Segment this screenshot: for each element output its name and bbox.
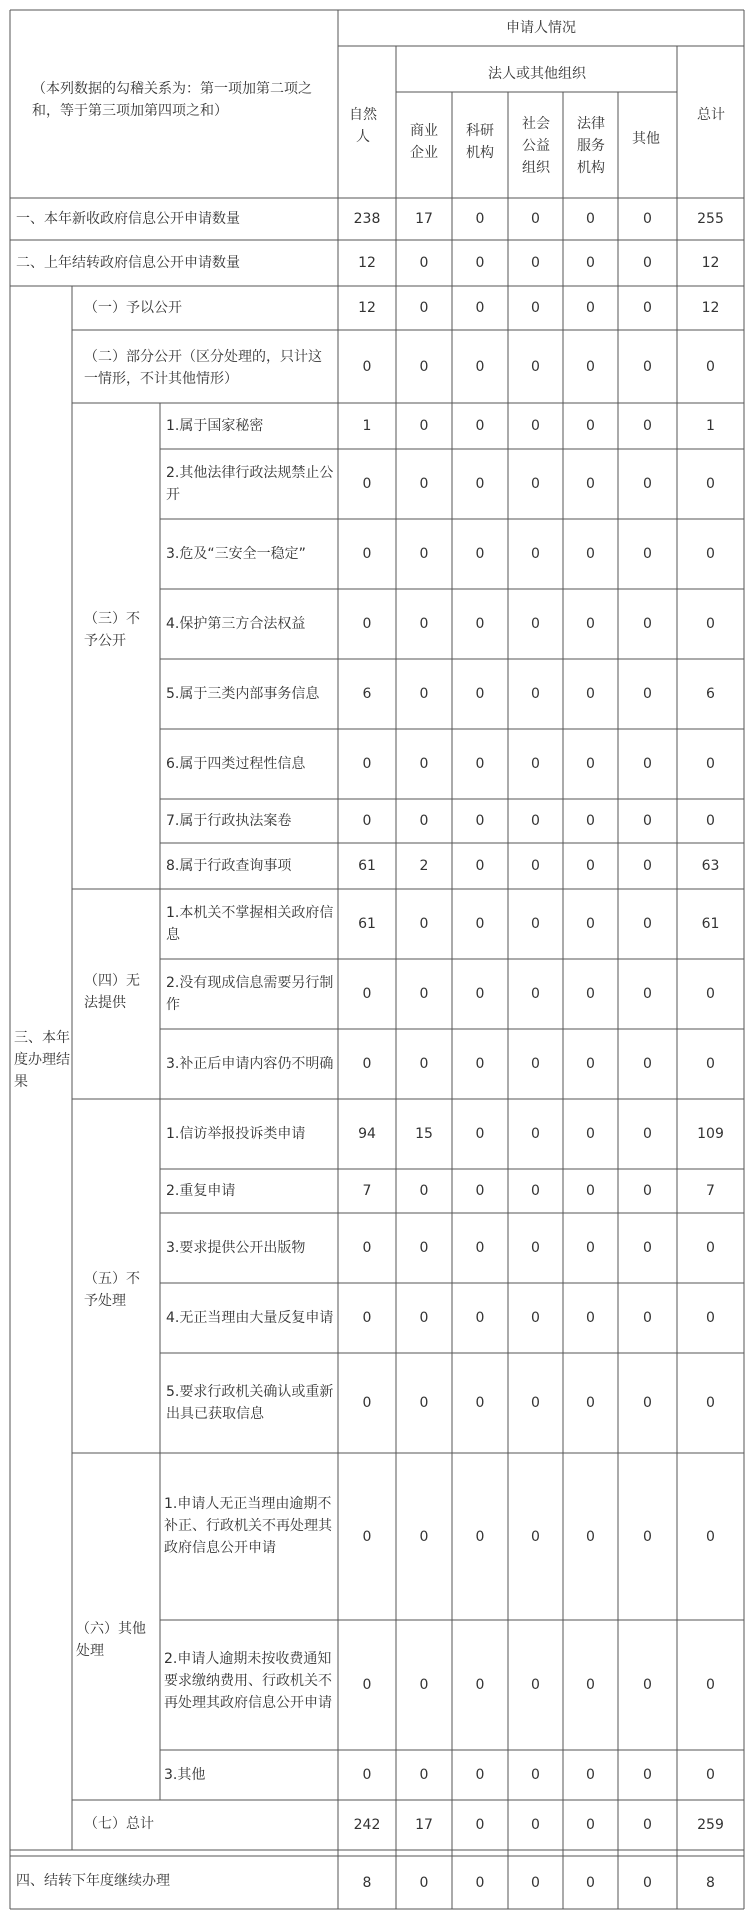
value-cell-g3-1-commercial: 0 (419, 418, 429, 434)
value-cell-r2-other: 0 (643, 255, 652, 271)
value-cell-r2-commercial: 0 (419, 255, 429, 271)
group-unable-label: （四）无法提供 (84, 973, 140, 1011)
value-cell-g5-5-legal-service: 0 (586, 1395, 595, 1411)
value-cell-g6-1-commercial: 0 (419, 1528, 429, 1545)
value-cell-r4-natural: 8 (362, 1874, 372, 1891)
value-cell-g1-research: 0 (475, 300, 485, 316)
value-cell-g3-2-legal-service: 0 (586, 476, 595, 492)
value-cell-g6-1-total: 0 (706, 1528, 715, 1545)
sub-other-label: 3.其他 (164, 1767, 206, 1783)
value-cell-g3-1-other: 0 (643, 418, 652, 434)
value-cell-g3-3-public-welfare: 0 (531, 546, 540, 562)
value-cell-g3-8-legal-service: 0 (586, 858, 595, 874)
value-cell-r1-natural: 238 (353, 211, 381, 227)
value-cell-g1-total: 12 (701, 300, 720, 316)
sub-admin-query-label: 8.属于行政查询事项 (166, 858, 292, 874)
value-cell-g5-3-public-welfare: 0 (531, 1240, 540, 1256)
value-cell-g3-2-other: 0 (643, 476, 652, 492)
value-cell-g1-other: 0 (643, 300, 652, 316)
value-cell-r4-public-welfare: 0 (531, 1874, 540, 1891)
value-cell-g3-1-research: 0 (475, 418, 485, 434)
value-cell-g4-3-legal-service: 0 (586, 1056, 595, 1072)
value-cell-g3-6-total: 0 (706, 756, 715, 772)
value-cell-r2-research: 0 (475, 255, 485, 271)
value-cell-g3-8-commercial: 2 (419, 858, 429, 874)
sub-repeat-label: 2.重复申请 (166, 1183, 236, 1199)
value-cell-r4-commercial: 0 (419, 1874, 429, 1891)
value-cell-g7-research: 0 (475, 1817, 485, 1833)
value-cell-g3-1-natural: 1 (362, 418, 372, 434)
value-cell-g3-5-public-welfare: 0 (531, 686, 540, 702)
value-cell-g4-2-legal-service: 0 (586, 986, 595, 1002)
group-total-label: （七）总计 (84, 1816, 154, 1832)
value-cell-g4-1-total: 61 (701, 916, 720, 932)
value-cell-g6-3-commercial: 0 (419, 1767, 429, 1783)
value-cell-g6-2-legal-service: 0 (586, 1677, 595, 1693)
value-cell-g1-natural: 12 (358, 300, 376, 316)
value-cell-g5-1-commercial: 15 (415, 1126, 433, 1142)
value-cell-g3-6-research: 0 (475, 756, 485, 772)
value-cell-g3-7-other: 0 (643, 813, 652, 829)
value-cell-g5-5-research: 0 (475, 1395, 485, 1411)
value-cell-g4-3-research: 0 (475, 1056, 485, 1072)
value-cell-g6-2-natural: 0 (362, 1677, 372, 1693)
value-cell-g4-2-natural: 0 (362, 986, 372, 1002)
value-cell-g3-5-commercial: 0 (419, 686, 429, 702)
value-cell-g2-commercial: 0 (419, 358, 429, 375)
value-cell-g5-5-natural: 0 (362, 1395, 372, 1411)
total-header: 总计 (697, 107, 725, 123)
value-cell-g4-1-research: 0 (475, 916, 485, 932)
value-cell-g1-legal-service: 0 (586, 300, 595, 316)
value-cell-g3-1-legal-service: 0 (586, 418, 595, 434)
other-header: 其他 (632, 131, 660, 147)
value-cell-g3-7-commercial: 0 (419, 813, 429, 829)
value-cell-g4-3-commercial: 0 (419, 1056, 429, 1072)
value-cell-g2-research: 0 (475, 358, 485, 375)
research-header: 科研机构 (466, 123, 494, 161)
value-cell-g4-3-natural: 0 (362, 1056, 372, 1072)
value-cell-g7-other: 0 (643, 1817, 652, 1833)
value-cell-r1-public-welfare: 0 (531, 211, 540, 227)
value-cell-g4-2-public-welfare: 0 (531, 986, 540, 1002)
value-cell-r2-natural: 12 (358, 255, 376, 271)
sub-state-secret-label: 1.属于国家秘密 (166, 418, 264, 434)
value-cell-g6-3-total: 0 (706, 1767, 715, 1783)
value-cell-g6-3-public-welfare: 0 (531, 1767, 540, 1783)
sub-need-produce-label: 2.没有现成信息需要另行制作 (166, 975, 334, 1013)
value-cell-g1-public-welfare: 0 (531, 300, 540, 316)
value-cell-g6-2-commercial: 0 (419, 1677, 429, 1693)
value-cell-g3-3-legal-service: 0 (586, 546, 595, 562)
value-cell-g3-4-other: 0 (643, 616, 652, 632)
commercial-header: 商业企业 (410, 123, 438, 161)
value-cell-r2-public-welfare: 0 (531, 255, 540, 271)
value-cell-g5-2-public-welfare: 0 (531, 1183, 540, 1199)
value-cell-g6-2-public-welfare: 0 (531, 1677, 540, 1693)
applicant-situation-header: 申请人情况 (506, 20, 576, 36)
value-cell-g2-natural: 0 (362, 358, 372, 375)
value-cell-g5-1-other: 0 (643, 1126, 652, 1142)
value-cell-g6-3-legal-service: 0 (586, 1767, 595, 1783)
value-cell-g4-2-other: 0 (643, 986, 652, 1002)
value-cell-g5-1-natural: 94 (358, 1126, 376, 1142)
row-results-label: 三、本年度办理结果 (14, 1030, 70, 1090)
row-new-requests-label: 一、本年新收政府信息公开申请数量 (16, 211, 240, 227)
value-cell-g4-3-other: 0 (643, 1056, 652, 1072)
value-cell-g3-4-public-welfare: 0 (531, 616, 540, 632)
value-cell-g5-2-legal-service: 0 (586, 1183, 595, 1199)
value-cell-g5-3-commercial: 0 (419, 1240, 429, 1256)
value-cell-g4-3-public-welfare: 0 (531, 1056, 540, 1072)
sub-law-prohibited-label: 2.其他法律行政法规禁止公开 (166, 465, 334, 503)
sub-publication-label: 3.要求提供公开出版物 (166, 1240, 306, 1256)
value-cell-g3-8-other: 0 (643, 858, 652, 874)
sub-enforcement-file-label: 7.属于行政执法案卷 (166, 813, 292, 829)
public-welfare-header: 社会公益组织 (522, 116, 550, 176)
value-cell-g5-3-research: 0 (475, 1240, 485, 1256)
value-cell-g4-2-total: 0 (706, 986, 715, 1002)
value-cell-g3-8-public-welfare: 0 (531, 858, 540, 874)
value-cell-g5-2-other: 0 (643, 1183, 652, 1199)
value-cell-g3-5-legal-service: 0 (586, 686, 595, 702)
value-cell-g5-4-research: 0 (475, 1310, 485, 1326)
value-cell-g6-1-research: 0 (475, 1528, 485, 1545)
value-cell-g3-6-legal-service: 0 (586, 756, 595, 772)
value-cell-g5-5-total: 0 (706, 1395, 715, 1411)
value-cell-g5-5-public-welfare: 0 (531, 1395, 540, 1411)
value-cell-g4-2-commercial: 0 (419, 986, 429, 1002)
value-cell-g5-3-total: 0 (706, 1240, 715, 1256)
value-cell-g3-6-public-welfare: 0 (531, 756, 540, 772)
value-cell-g6-2-research: 0 (475, 1677, 485, 1693)
value-cell-g1-commercial: 0 (419, 300, 429, 316)
value-cell-g5-5-commercial: 0 (419, 1395, 429, 1411)
value-cell-r1-other: 0 (643, 211, 652, 227)
legal-group-header: 法人或其他组织 (488, 66, 586, 82)
value-cell-g6-1-other: 0 (643, 1528, 652, 1545)
legal-service-header: 法律服务机构 (577, 116, 605, 176)
value-cell-r4-other: 0 (643, 1874, 652, 1891)
value-cell-g3-4-natural: 0 (362, 616, 372, 632)
value-cell-g2-public-welfare: 0 (531, 358, 540, 375)
value-cell-g3-8-research: 0 (475, 858, 485, 874)
row-carried-over-label: 二、上年结转政府信息公开申请数量 (16, 255, 240, 271)
value-cell-g2-other: 0 (643, 358, 652, 375)
value-cell-g5-4-other: 0 (643, 1310, 652, 1326)
value-cell-g3-5-other: 0 (643, 686, 652, 702)
value-cell-g3-7-research: 0 (475, 813, 485, 829)
value-cell-g6-1-legal-service: 0 (586, 1528, 595, 1545)
group-not-processed-label: （五）不予处理 (84, 1271, 140, 1309)
sub-internal-affairs-label: 5.属于三类内部事务信息 (166, 686, 320, 702)
value-cell-g5-3-legal-service: 0 (586, 1240, 595, 1256)
value-cell-g7-public-welfare: 0 (531, 1817, 540, 1833)
value-cell-g3-7-total: 0 (706, 813, 715, 829)
value-cell-g3-3-research: 0 (475, 546, 485, 562)
value-cell-g7-legal-service: 0 (586, 1817, 595, 1833)
value-cell-r1-legal-service: 0 (586, 211, 595, 227)
value-cell-g6-3-research: 0 (475, 1767, 485, 1783)
value-cell-g3-5-research: 0 (475, 686, 485, 702)
value-cell-r4-total: 8 (706, 1874, 715, 1891)
value-cell-g5-1-legal-service: 0 (586, 1126, 595, 1142)
value-cell-g3-7-natural: 0 (362, 813, 372, 829)
row-carry-forward-label: 四、结转下年度继续办理 (16, 1873, 170, 1889)
value-cell-g3-7-public-welfare: 0 (531, 813, 540, 829)
value-cell-g6-2-total: 0 (706, 1677, 715, 1693)
value-cell-g3-2-public-welfare: 0 (531, 476, 540, 492)
value-cell-g3-2-natural: 0 (362, 476, 372, 492)
value-cell-g6-2-other: 0 (643, 1677, 652, 1693)
value-cell-g3-8-total: 63 (701, 858, 720, 874)
value-cell-r2-total: 12 (701, 255, 720, 271)
value-cell-g4-3-total: 0 (706, 1056, 715, 1072)
value-cell-g3-1-public-welfare: 0 (531, 418, 540, 434)
sub-third-party-label: 4.保护第三方合法权益 (166, 616, 306, 632)
value-cell-g3-7-legal-service: 0 (586, 813, 595, 829)
value-cell-r1-commercial: 17 (415, 211, 433, 227)
group-partial-label: （二）部分公开（区分处理的，只计这一情形，不计其他情形） (84, 349, 322, 387)
value-cell-g5-3-natural: 0 (362, 1240, 372, 1256)
value-cell-g3-4-total: 0 (706, 616, 715, 632)
value-cell-g5-1-public-welfare: 0 (531, 1126, 540, 1142)
value-cell-r1-research: 0 (475, 211, 485, 227)
group-disclosed-label: （一）予以公开 (84, 300, 182, 316)
value-cell-g6-3-natural: 0 (362, 1767, 372, 1783)
value-cell-g5-4-total: 0 (706, 1310, 715, 1326)
value-cell-r4-legal-service: 0 (586, 1874, 595, 1891)
value-cell-g7-total: 259 (697, 1817, 724, 1833)
natural-person-header: 自然人 (349, 107, 377, 145)
value-cell-g6-1-natural: 0 (362, 1528, 372, 1545)
value-cell-g3-2-total: 0 (706, 476, 715, 492)
value-cell-g5-2-research: 0 (475, 1183, 485, 1199)
value-cell-g3-4-commercial: 0 (419, 616, 429, 632)
value-cell-r4-research: 0 (475, 1874, 485, 1891)
sub-still-unclear-label: 3.补正后申请内容仍不明确 (166, 1056, 334, 1072)
value-cell-g5-5-other: 0 (643, 1395, 652, 1411)
value-cell-g3-5-natural: 6 (362, 686, 372, 702)
group-not-disclosed-label: （三）不予公开 (84, 611, 140, 649)
sub-not-held-label: 1.本机关不掌握相关政府信息 (166, 905, 334, 943)
sub-reconfirm-label: 5.要求行政机关确认或重新出具已获取信息 (166, 1384, 334, 1422)
value-cell-g3-2-research: 0 (475, 476, 485, 492)
value-cell-g3-1-total: 1 (706, 418, 715, 434)
value-cell-g4-1-public-welfare: 0 (531, 916, 540, 932)
value-cell-g4-1-natural: 61 (358, 916, 376, 932)
sub-process-info-label: 6.属于四类过程性信息 (166, 756, 306, 772)
value-cell-g3-4-research: 0 (475, 616, 485, 632)
value-cell-g2-legal-service: 0 (586, 358, 595, 375)
value-cell-g7-natural: 242 (353, 1817, 381, 1833)
value-cell-r2-legal-service: 0 (586, 255, 595, 271)
value-cell-g5-4-commercial: 0 (419, 1310, 429, 1326)
value-cell-g3-6-commercial: 0 (419, 756, 429, 772)
value-cell-g5-2-total: 7 (706, 1183, 715, 1199)
value-cell-g3-2-commercial: 0 (419, 476, 429, 492)
value-cell-g3-3-natural: 0 (362, 546, 372, 562)
value-cell-g3-8-natural: 61 (358, 858, 376, 874)
value-cell-g5-4-legal-service: 0 (586, 1310, 595, 1326)
value-cell-g3-4-legal-service: 0 (586, 616, 595, 632)
value-cell-g3-6-natural: 0 (362, 756, 372, 772)
value-cell-g3-5-total: 6 (706, 686, 715, 702)
value-cell-g3-6-other: 0 (643, 756, 652, 772)
sub-unpaid-fee-label: 2.申请人逾期未按收费通知要求缴纳费用、行政机关不再处理其政府信息公开申请 (164, 1651, 332, 1711)
value-cell-g3-3-total: 0 (706, 546, 715, 562)
value-cell-g3-3-other: 0 (643, 546, 652, 562)
value-cell-g6-3-other: 0 (643, 1767, 652, 1783)
group-other-processing-label: （六）其他处理 (76, 1621, 146, 1659)
value-cell-g5-2-commercial: 0 (419, 1183, 429, 1199)
sub-mass-repeat-label: 4.无正当理由大量反复申请 (166, 1310, 334, 1326)
note-cell: （本列数据的勾稽关系为：第一项加第二项之和，等于第三项加第四项之和） (32, 81, 312, 119)
value-cell-g5-4-public-welfare: 0 (531, 1310, 540, 1326)
value-cell-g5-1-research: 0 (475, 1126, 485, 1142)
value-cell-g3-3-commercial: 0 (419, 546, 429, 562)
sub-petition-label: 1.信访举报投诉类申请 (166, 1126, 306, 1142)
value-cell-g5-3-other: 0 (643, 1240, 652, 1256)
value-cell-g7-commercial: 17 (415, 1817, 433, 1833)
value-cell-g4-1-other: 0 (643, 916, 652, 932)
value-cell-g5-1-total: 109 (697, 1126, 724, 1142)
sub-overdue-correction-label: 1.申请人无正当理由逾期不补正、行政机关不再处理其政府信息公开申请 (164, 1496, 332, 1556)
value-cell-g4-1-commercial: 0 (419, 916, 429, 932)
value-cell-g4-1-legal-service: 0 (586, 916, 595, 932)
sub-three-security-label: 3.危及“三安全一稳定” (166, 546, 306, 562)
value-cell-g2-total: 0 (706, 358, 715, 375)
value-cell-r1-total: 255 (697, 211, 724, 227)
value-cell-g6-1-public-welfare: 0 (531, 1528, 540, 1545)
value-cell-g5-2-natural: 7 (362, 1183, 372, 1199)
value-cell-g4-2-research: 0 (475, 986, 485, 1002)
value-cell-g5-4-natural: 0 (362, 1310, 372, 1326)
